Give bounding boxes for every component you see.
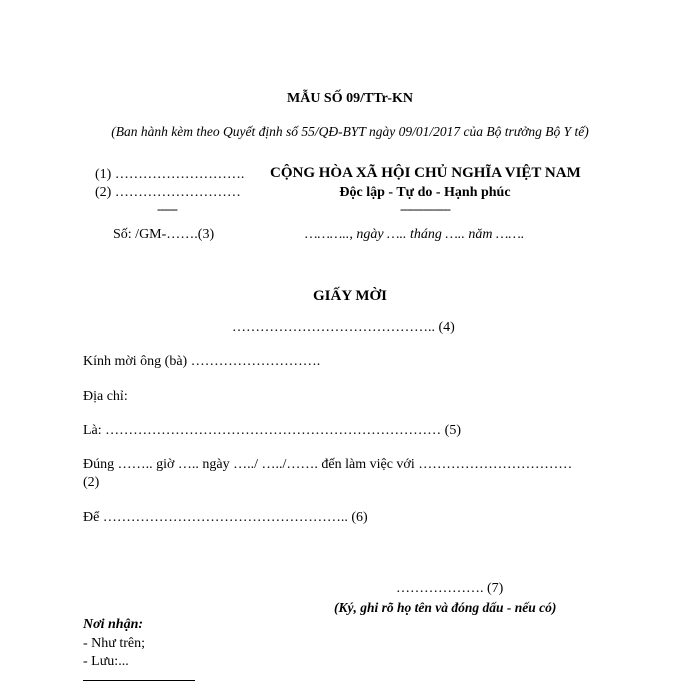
recipients-label: Nơi nhận: (83, 617, 144, 632)
signature-note: (Ký, ghi rõ họ tên và đóng dấu - nếu có) (334, 600, 557, 615)
footer-rule (83, 680, 195, 681)
national-title: CỘNG HÒA XÃ HỘI CHỦ NGHĨA VIỆT NAM (270, 165, 581, 181)
position-line: Là: ……………………………………………………………… (5) (83, 423, 461, 438)
address-line: Địa chỉ: (83, 389, 128, 404)
form-code: MẪU SỐ 09/TTr-KN (287, 91, 413, 106)
right-underline: --------------- (400, 201, 450, 216)
recipient-item: - Như trên; (83, 636, 146, 651)
place-date-line: ……….., ngày ….. tháng ….. năm ……. (305, 227, 525, 242)
purpose-line: Để …………………………………………….. (6) (83, 510, 368, 525)
document-number: Số: /GM-…….(3) (113, 227, 215, 242)
signer-line: ………………. (7) (396, 581, 504, 596)
left-underline: ------ (157, 201, 177, 216)
decree-note: (Ban hành kèm theo Quyết định số 55/QĐ-BYT ngày 09/01/2017 của Bộ trưởng Bộ Y tế) (111, 124, 589, 139)
recipient-organization: …………………………………….. (4) (232, 320, 455, 335)
issuing-authority-line: (1) ………………………. (95, 167, 245, 182)
national-motto: Độc lập - Tự do - Hạnh phúc (339, 185, 511, 200)
schedule-line: Đúng …….. giờ ….. ngày …../ …../……. đến làm việc với …………………………… (83, 457, 573, 472)
invite-line: Kính mời ông (bà) ………………………. (83, 354, 321, 369)
recipient-item: - Lưu:... (83, 654, 129, 669)
document-title: GIẤY MỜI (312, 288, 388, 304)
issuing-unit-line: (2) ……………………… (95, 185, 241, 200)
schedule-line-wrap: (2) (83, 475, 100, 490)
